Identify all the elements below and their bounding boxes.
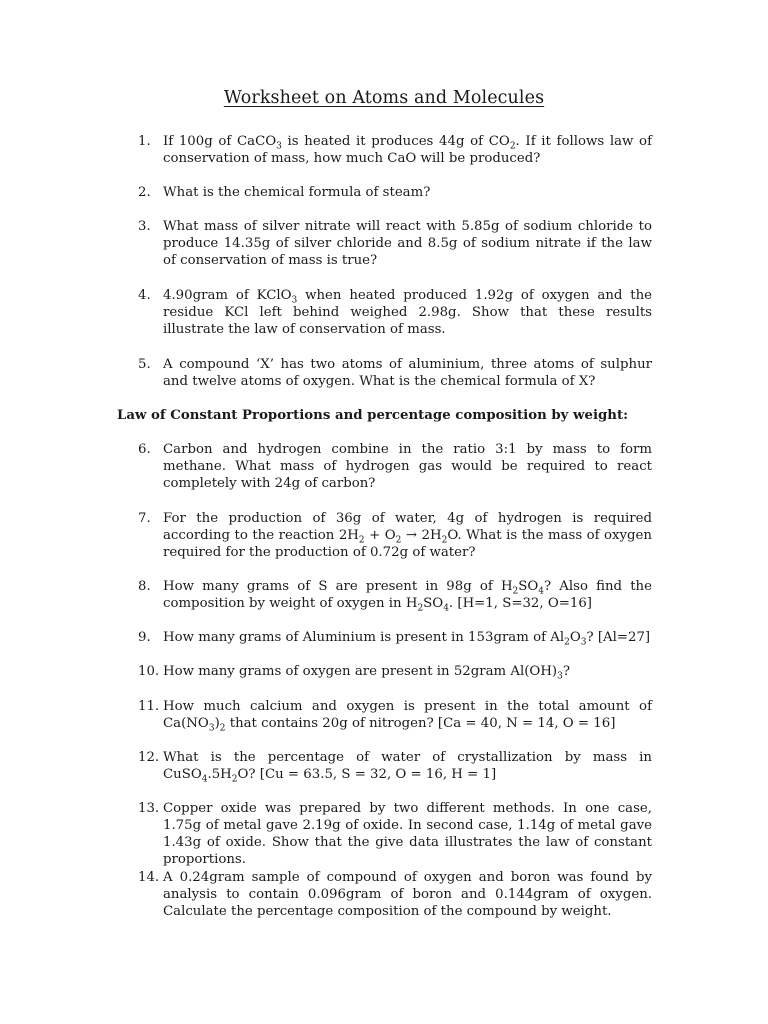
page-title: Worksheet on Atoms and Molecules <box>223 88 545 108</box>
question-number: 13. <box>138 801 160 816</box>
question-6 <box>138 441 652 492</box>
question-11 <box>138 698 652 732</box>
question-text: Copper oxide was prepared by two different methods. In one case, 1.75g of metal gave 2.19g of oxide. In second case, 1.14g of metal gave 1.43g of oxide. Show that the give data illustrates the law of constant proportions. <box>163 801 652 867</box>
question-text: How many grams of oxygen are present in 52gram $Al(OH)_3$? <box>163 664 570 682</box>
question-8 <box>138 578 652 612</box>
question-text: What is the percentage of water of crystallization by mass in $CuSO_4.5H_2O$? [Cu = 63.5, S = 32, O = 16, H = 1] <box>163 750 652 785</box>
question-text: A compound ‘X’ has two atoms of aluminium, three atoms of sulphur and twelve atoms of oxygen. What is the chemical formula of X? <box>163 357 652 389</box>
question-text: How many grams of Aluminium is present in 153gram of $Al_2O_3$? [Al=27] <box>163 630 651 648</box>
question-2 <box>138 184 652 201</box>
question-number: 9. <box>138 630 151 645</box>
question-number: 1. <box>138 134 151 149</box>
question-4 <box>138 287 652 338</box>
question-number: 7. <box>138 511 151 526</box>
question-5 <box>138 356 652 390</box>
question-text: If 100g of CaCO$_3$ is heated it produces 44g of $CO_2$. If it follows law of conservation of mass, how much CaO will be produced? <box>163 134 652 166</box>
question-text: What mass of silver nitrate will react with 5.85g of sodium chloride to produce 14.35g of silver chloride and 8.5g of sodium nitrate if the law of conservation of mass is true? <box>163 219 652 268</box>
question-1 <box>138 133 652 167</box>
question-3 <box>138 218 652 269</box>
question-number: 6. <box>138 442 151 457</box>
question-text: For the production of 36g of water, 4g of hydrogen is required according to the reaction $2H_2 + O_2 \to 2H_2O$. What is the mass of oxygen required for the production of 0.72g of water? <box>163 511 652 560</box>
question-12 <box>138 749 652 783</box>
question-number: 5. <box>138 357 151 372</box>
question-9 <box>138 629 652 646</box>
question-number: 12. <box>138 750 160 765</box>
question-number: 14. <box>138 870 160 885</box>
question-10 <box>138 663 652 680</box>
question-text: Carbon and hydrogen combine in the ratio 3:1 by mass to form methane. What mass of hydrogen gas would be required to react completely with 24g of carbon? <box>163 442 652 491</box>
question-number: 11. <box>138 699 160 714</box>
question-text: How much calcium and oxygen is present in the total amount of $Ca(NO_3)_2$ that contains 20g of nitrogen? [Ca = 40, N = 14, O = 16] <box>163 699 652 734</box>
question-number: 4. <box>138 288 151 303</box>
question-number: 8. <box>138 579 151 594</box>
question-13 <box>138 800 652 868</box>
section-heading: Law of Constant Proportions and percentage composition by weight: <box>117 408 629 423</box>
question-number: 3. <box>138 219 151 234</box>
question-number: 2. <box>138 185 151 200</box>
question-text: What is the chemical formula of steam? <box>163 185 431 200</box>
question-14 <box>138 869 652 920</box>
question-7 <box>138 510 652 561</box>
question-text: 4.90gram of KClO$_3$ when heated produced 1.92g of oxygen and the residue KCl left behind weighed 2.98g. Show that these results illustrate the law of conservation of mass. <box>163 288 653 337</box>
question-text: How many grams of S are present in 98g of $H_2SO_4$? Also find the composition by weight of oxygen in $H_2SO_4$. [H=1, S=32, O=16] <box>163 579 652 614</box>
question-number: 10. <box>138 664 160 679</box>
question-text: A 0.24gram sample of compound of oxygen and boron was found by analysis to contain 0.096gram of boron and 0.144gram of oxygen. Calculate the percentage composition of the compound by weight. <box>163 870 652 919</box>
